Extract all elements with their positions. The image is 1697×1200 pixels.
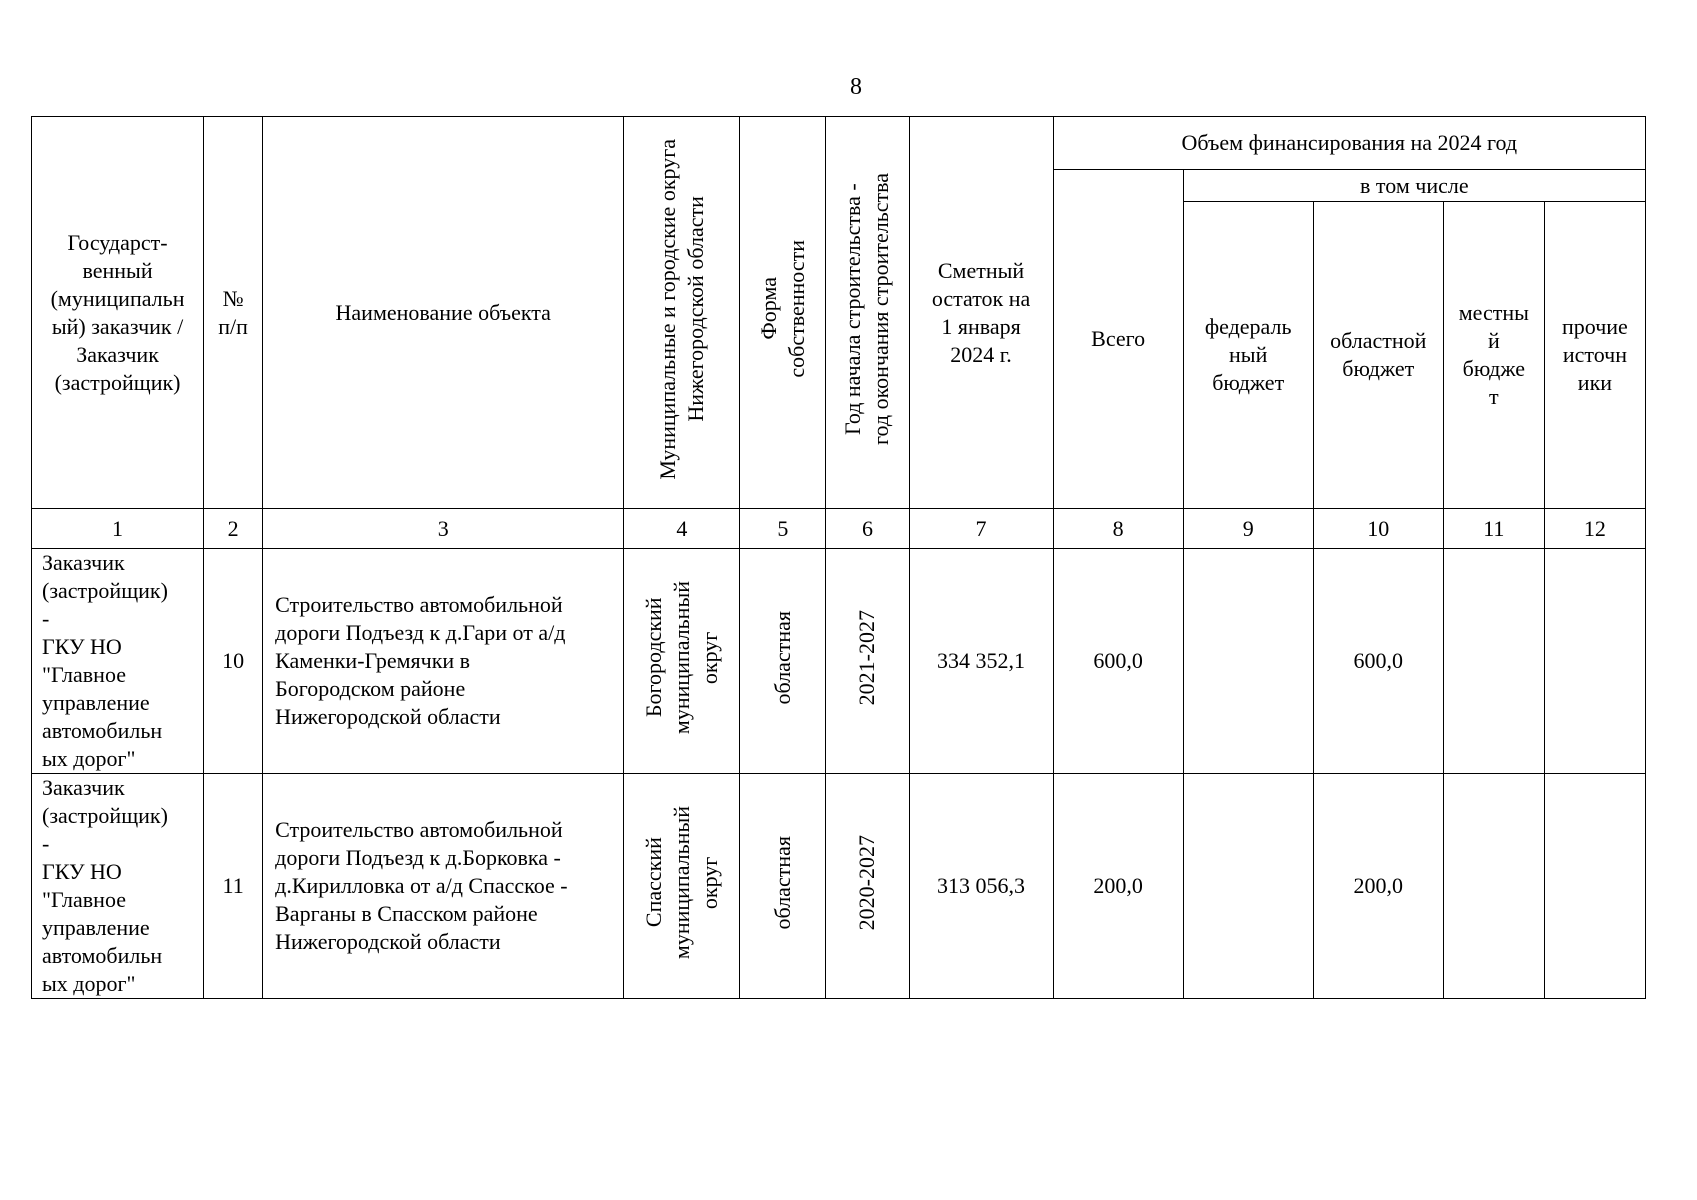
row-federal xyxy=(1183,549,1313,774)
row-ownership xyxy=(740,549,826,774)
header-ownership-text: Форма собственности xyxy=(755,240,809,378)
header-local: местны й бюдже т xyxy=(1443,202,1544,509)
row-ownership-text: областная xyxy=(769,610,795,705)
row-regional: 200,0 xyxy=(1313,774,1443,999)
row-years-text: 2021-2027 xyxy=(854,609,880,706)
row-federal xyxy=(1183,774,1313,999)
row-other xyxy=(1544,549,1645,774)
row-object-name: Строительство автомобильной дороги Подъезд к д.Борковка - д.Кирилловка от а/д Спасское - Варганы в Спасском районе Нижегородской области xyxy=(263,774,624,999)
column-number: 11 xyxy=(1443,509,1544,549)
column-number: 4 xyxy=(624,509,740,549)
header-row-1 xyxy=(32,117,1646,170)
row-total: 200,0 xyxy=(1053,774,1183,999)
header-municipality xyxy=(624,117,740,509)
financing-table xyxy=(31,116,1646,999)
column-number: 6 xyxy=(826,509,909,549)
table-row xyxy=(32,549,1646,774)
row-years xyxy=(826,549,909,774)
column-number-row xyxy=(32,509,1646,549)
header-years-text: Год начала строительства - год окончания строительства xyxy=(840,173,894,445)
row-num: 10 xyxy=(204,549,263,774)
row-years xyxy=(826,774,909,999)
column-number: 7 xyxy=(909,509,1053,549)
column-number: 3 xyxy=(263,509,624,549)
header-estimate: Сметный остаток на 1 января 2024 г. xyxy=(909,117,1053,509)
row-estimate: 313 056,3 xyxy=(909,774,1053,999)
column-number: 5 xyxy=(740,509,826,549)
row-municipality xyxy=(624,549,740,774)
header-regional: областной бюджет xyxy=(1313,202,1443,509)
header-including: в том числе xyxy=(1183,170,1645,202)
column-number: 8 xyxy=(1053,509,1183,549)
column-number: 10 xyxy=(1313,509,1443,549)
row-object-name: Строительство автомобильной дороги Подъезд к д.Гари от а/д Каменки-Гремячки в Богородском районе Нижегородской области xyxy=(263,549,624,774)
column-number: 2 xyxy=(204,509,263,549)
row-local xyxy=(1443,774,1544,999)
page-number: 8 xyxy=(850,74,862,100)
row-customer: Заказчик (застройщик) - ГКУ НО "Главное управление автомобильн ых дорог" xyxy=(32,774,204,999)
header-other: прочие источн ики xyxy=(1544,202,1645,509)
row-num: 11 xyxy=(204,774,263,999)
header-federal: федераль ный бюджет xyxy=(1183,202,1313,509)
header-ownership xyxy=(740,117,826,509)
row-municipality-text: Богородский муниципальный округ xyxy=(640,580,722,735)
column-number: 12 xyxy=(1544,509,1645,549)
row-local xyxy=(1443,549,1544,774)
column-number: 1 xyxy=(32,509,204,549)
row-total: 600,0 xyxy=(1053,549,1183,774)
row-ownership xyxy=(740,774,826,999)
row-estimate: 334 352,1 xyxy=(909,549,1053,774)
row-municipality xyxy=(624,774,740,999)
row-regional: 600,0 xyxy=(1313,549,1443,774)
header-total: Всего xyxy=(1053,170,1183,509)
header-years xyxy=(826,117,909,509)
column-number: 9 xyxy=(1183,509,1313,549)
row-municipality-text: Спасский муниципальный округ xyxy=(640,805,722,960)
row-years-text: 2020-2027 xyxy=(854,834,880,931)
row-ownership-text: областная xyxy=(769,835,795,930)
header-municipality-text: Муниципальные и городские округа Нижегородской области xyxy=(654,138,708,480)
row-customer: Заказчик (застройщик) - ГКУ НО "Главное управление автомобильн ых дорог" xyxy=(32,549,204,774)
table-row xyxy=(32,774,1646,999)
header-num: № п/п xyxy=(204,117,263,509)
header-object-name: Наименование объекта xyxy=(263,117,624,509)
row-other xyxy=(1544,774,1645,999)
header-financing: Объем финансирования на 2024 год xyxy=(1053,117,1645,170)
header-customer: Государст- венный (муниципальн ый) заказчик / Заказчик (застройщик) xyxy=(32,117,204,509)
